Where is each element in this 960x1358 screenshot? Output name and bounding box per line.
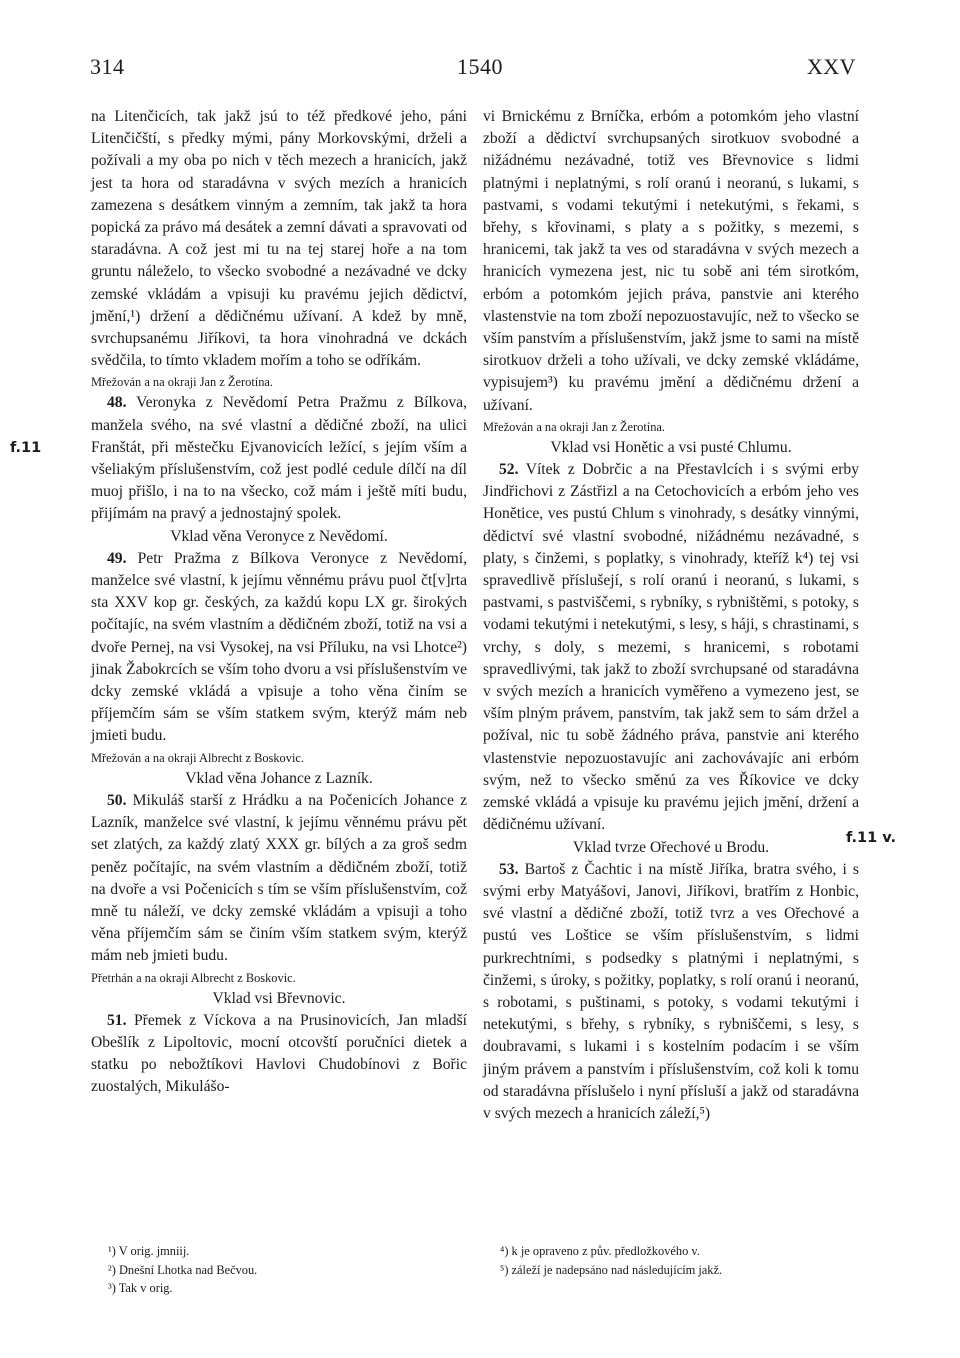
marginal-note: Mřežován a na okraji Jan z Žerotína. [91, 375, 273, 390]
footnote-text: Dnešní Lhotka nad Bečvou. [115, 1262, 258, 1277]
entry-text: Mikuláš starší z Hrádku a na Počenicích Johance z Lazník, manželce své vlastní, k jejímu věnnému právu pět set zlatých, za každý zlatý XXX gr. bílých a za groš sedm peněz počítajíc, na svém vlastním a dědičném zboží, totiž na dvoře a vsi Počenicích s tím se vším příslušenstvím, což mně tu náleží, ve dcky zemské vkládám a vpisuji a toho věna příjemčím sám se činím vším statkem svým, kterýž mám neb jmieti budu. [91, 791, 467, 965]
page-year: 1540 [457, 54, 503, 79]
continuation-paragraph: vi Brnickému z Brníčka, erbóm a potomkóm jeho vlastní zboží a dědictví svrchupsaných sirotkuov svobodné a nižádnému nezávadné, totiž ves Břevnovice s lidmi platnými i neplatnými, s rolí oranú i neoranú, s lukami, s pastvami, s vodami tekutými i netekutými, s řekami, s břehy, s křovinami, s platy a s požitky, s mezemi, s hranicemi, tak jakž ta ves od staradávna v svých mezech a hranicích vymezena jest, nic tu sobě ani tém sirotkóm, erbóm a potomkóm jejich práva, panstvie ani kterého vlastenstvie na tom zboží nepozuostavujíc, než to všecko se vším panstvím a příslušenstvím, jakž jsme to sami na místě sirotkuov drželi a toho užívali, ve dcky zemské vkládáme, vypisujem³) ku pravému jmění a dědičnému držení a užívaní. [483, 108, 859, 414]
footnote-text: záleží je nadepsáno nad následujícím jakž. [508, 1262, 723, 1277]
entry-paragraph [483, 859, 859, 1125]
folio-mark-right: f.11 v. [846, 830, 897, 846]
entry-number: 48. [107, 394, 127, 412]
marginal-note: Mřežován a na okraji Jan z Žerotína. [483, 419, 665, 434]
right-column [483, 106, 859, 1125]
footnote [500, 1261, 722, 1280]
chapter-numeral: XXV [806, 54, 856, 79]
entry-text: Petr Pražma z Bílkova Veronyce z Nevědomí, manželce své vlastní, k jejímu věnnému právu puol čt[v]rta sta XXV kop gr. českých, za každú kopu LX gr. širokých počítajíc, na svém vlastním a dědičném zboží, totiž na vsi a dvoře Pernej, na vsi Vysokej, na vsi Příluku, na vsi Lhotce²) jinak Žabokrcích se vším toho dvoru a vsi příslušenstvím ve dcky zemské vkládá a vpisuje a toho věna činím se příjemčím sám se vším statkem svým, kterýž mám neb jmieti budu. [91, 549, 467, 745]
marginal-note: Přetrhán a na okraji Albrecht z Boskovic. [91, 970, 296, 985]
footnote [108, 1242, 257, 1261]
footnote [108, 1279, 257, 1298]
footnote-mark: ¹) [108, 1244, 116, 1258]
section-heading: Vklad vsi Honětic a vsi pusté Chlumu. [550, 438, 792, 456]
entry-number: 49. [107, 549, 127, 567]
footnote [500, 1242, 722, 1261]
footnote-mark: ⁴) [500, 1244, 509, 1258]
entry-number: 51. [107, 1011, 127, 1029]
footnote-mark: ³) [108, 1281, 116, 1295]
footnote-text: V orig. jmniij. [115, 1244, 190, 1258]
folio-mark-left: f.11 [10, 440, 42, 456]
entry-paragraph [483, 459, 859, 836]
entry-number: 50. [107, 791, 127, 809]
footnote-text: Tak v orig. [115, 1281, 173, 1295]
marginal-note: Mřežován a na okraji Albrecht z Boskovic. [91, 750, 304, 765]
entry-text: Vítek z Dobrčic a na Přestavlcích i s svými erby Jindřichovi z Zástřizl a na Cetochovicích a erbóm jeho ves Honětice, ves pustú Chlum s vinohrady, s desátky vinnými, dědictví své vlastní svobodné, nižádnému nezávadné, s platy, s činžemi, s poplatky, s vinohrady, kteříž k⁴) tej vsi spravedlivě příslušejí, s rolí oranú i neoranú, s lukami, s pastvami, s pastviščemi, s rybníky, s rybništěmi, s potoky, s vodami tekutými i netekutými, s lesy, s háji, s chrastinami, s vrchy, s doly, s mezemi, s hranicemi, s robotami spravedlivými, tak jakž to zboží svrchupsané od staradávna v svých mezích a hranicích vyměřeno a vymezeno jest, se vším plným právem, panstvím, tak jakž sem to sám držel a požíval, nic tu sobě žádného práva, panstvie ani kterého vlastenstvie nepozuostavujíc ani zachovávajíc ani erbóm svým, než to všecko směnú za ves Říkovice ve dcky zemské vkládá a vpisuje ku pravému jejich jmění, držení a dědičnému užívaní. [483, 461, 859, 834]
entry-text: Veronyka z Nevědomí Petra Pražmu z Bílkova, manžela svého, na své vlastní a dědičné zboží, na ulici Franštát, při městečku Ejvanovicích ležící, s jejím vším a všeliakým příslušenstvím, což jest podlé cedule dílčí na díl muoj přišlo, i na to na všecko, což mám i ještě míti budu, přijímám na pravý a jednostajný spolek. [91, 394, 467, 523]
footnote-mark: ²) [108, 1262, 116, 1277]
entry-paragraph [91, 392, 467, 525]
entry-number: 53. [499, 860, 519, 878]
entry-paragraph [91, 548, 467, 748]
section-heading: Vklad vsi Břevnovic. [212, 989, 346, 1007]
section-heading: Vklad věna Veronyce z Nevědomí. [170, 527, 388, 545]
entry-paragraph [91, 790, 467, 968]
left-column [91, 106, 467, 1099]
footnote-mark: ⁵) [500, 1262, 509, 1277]
page-number: 314 [90, 54, 125, 79]
entry-number: 52. [499, 461, 519, 479]
entry-paragraph [91, 1010, 467, 1099]
section-heading: Vklad tvrze Ořechové u Brodu. [572, 838, 770, 856]
entry-text: Bartoš z Čachtic i na místě Jiříka, bratra svého, i s svými erby Matyášovi, Janovi, Jiříkovi, bratřím z Honbic, své vlastní a dědičné zboží, totiž tvrz a ves Ořechové a pustú ves Loštice se vším příslušenstvím, s lidmi purkrechtními, s podsedky s platnými i neplatnými, s činžemi, s úroky, s požitky, poplatky, s rolí oranú i neoranú, s robotami, s puštinami, s potoky, s vodami tekutými i netekutými, s břehy, s rybníky, s rybniščemi, s lesy, s doubravami, s lukami i s kostelním podacím i se vším jiným právem a panstvím i příslušenstvím, což koli k tomu od staradávna příslušelo i nyní přísluší a jakž od staradávna v svých mezech a hranicích záleží,⁵) [483, 860, 859, 1122]
section-heading: Vklad věna Johance z Lazník. [185, 769, 373, 787]
footnotes-left [108, 1242, 257, 1298]
continuation-paragraph: na Litenčicích, tak jakž jsú to též předkové jeho, páni Litenčičští, s předky mými, pány Morkovskými, drželi a požívali a my oba po nich v těch mezech a hranicích, jakž jest ta hora od staradávna v svých mezích a hranicích zamezena s desátkem vinným a zemním, tak jakž ta hora popická za právo má desátek a zemní dávati a spravovati od staradávna. A což jest mi tu na tej starej hoře a na tom gruntu náleželo, to všecko svobodné a nezávadné ve dcky zemské vkládám a vpisuji ku pravému jejich dědictví, jmění,¹) držení a dědičnému užívaní. A kdež by mně, svrchupsanému Jiříkovi, ta hora vinohradná ve dckách svědčila, to tímto vkladem mořím a toho se odříkám. [91, 108, 467, 370]
entry-text: Přemek z Víckova a na Prusinovicích, Jan mladší Obešlík z Lipoltovic, mocní otcovští poručníci dietek a statku po nebožtíkovi Havlovi Chudobínovi z Bořic zuostalých, Mikulášo- [91, 1011, 467, 1096]
footnotes-right [500, 1242, 722, 1279]
footnote [108, 1261, 257, 1280]
footnote-text: k je opraveno z pův. předložkového v. [508, 1244, 700, 1258]
